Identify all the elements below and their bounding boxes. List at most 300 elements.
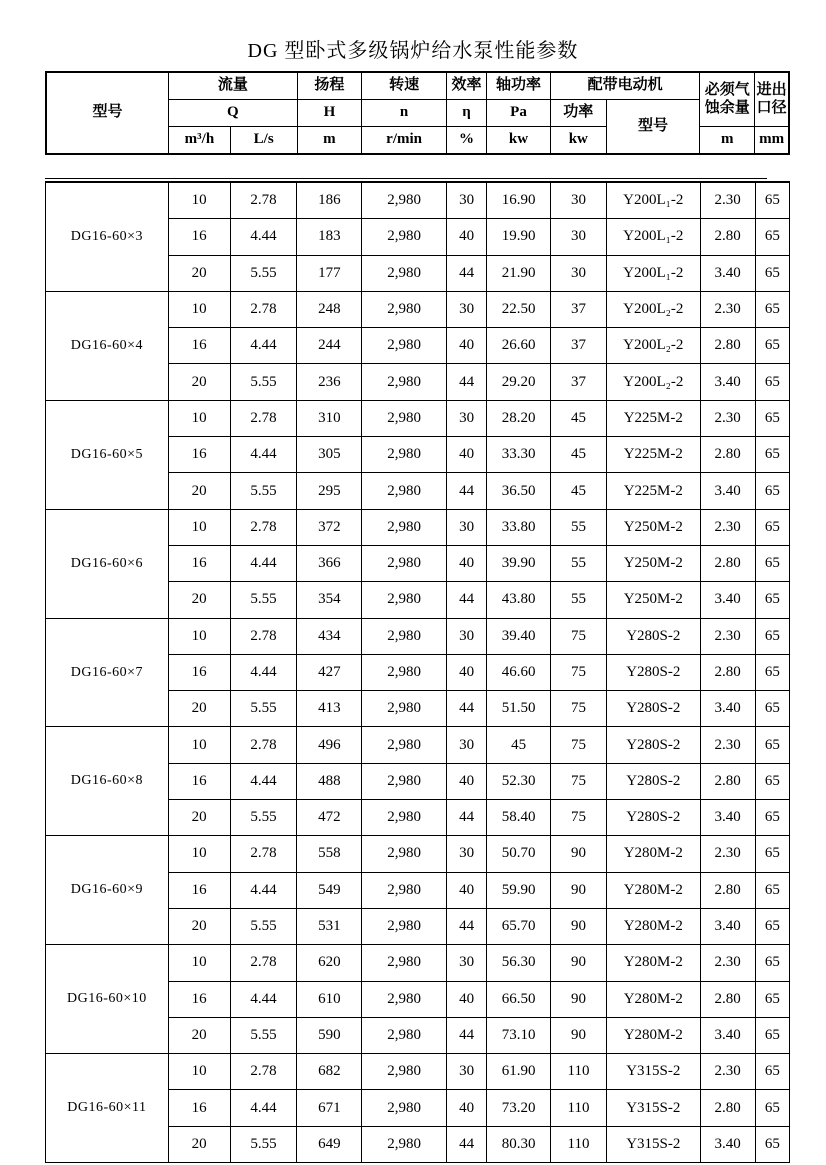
cell-npsh: 2.80	[700, 1090, 755, 1126]
cell-flow-ls: 4.44	[230, 763, 297, 799]
cell-npsh: 3.40	[700, 691, 755, 727]
cell-motor-model: Y280S-2	[606, 691, 700, 727]
header-speed-symbol: n	[362, 100, 447, 127]
cell-flow-m3h: 20	[168, 255, 230, 291]
cell-speed: 2,980	[362, 654, 447, 690]
header-efficiency-symbol: η	[446, 100, 486, 127]
cell-npsh: 3.40	[700, 1126, 755, 1162]
cell-flow-ls: 5.55	[230, 582, 297, 618]
cell-npsh: 2.80	[700, 219, 755, 255]
cell-head: 177	[297, 255, 362, 291]
table-row	[46, 836, 790, 872]
cell-npsh: 2.30	[700, 291, 755, 327]
cell-shaft-power: 73.10	[487, 1017, 551, 1053]
cell-efficiency: 44	[446, 1017, 486, 1053]
cell-shaft-power: 39.90	[487, 545, 551, 581]
cell-flow-m3h: 16	[168, 763, 230, 799]
cell-port: 65	[755, 945, 789, 981]
cell-port: 65	[755, 219, 789, 255]
cell-efficiency: 40	[446, 981, 486, 1017]
cell-motor-power: 55	[551, 545, 607, 581]
cell-flow-ls: 2.78	[230, 291, 297, 327]
table-row	[46, 291, 790, 327]
cell-port: 65	[755, 473, 789, 509]
header-table	[45, 71, 790, 155]
cell-motor-power: 110	[551, 1054, 607, 1090]
cell-head: 472	[297, 800, 362, 836]
cell-head: 488	[297, 763, 362, 799]
header-npsh-line2: 蚀余量	[704, 99, 750, 116]
table-row	[46, 618, 790, 654]
cell-port: 65	[755, 582, 789, 618]
cell-shaft-power: 39.40	[487, 618, 551, 654]
cell-efficiency: 40	[446, 545, 486, 581]
cell-motor-model: Y280M-2	[606, 836, 700, 872]
cell-shaft-power: 52.30	[487, 763, 551, 799]
cell-npsh: 3.40	[700, 582, 755, 618]
cell-motor-model: Y250M-2	[606, 545, 700, 581]
cell-flow-ls: 2.78	[230, 182, 297, 219]
cell-npsh: 3.40	[700, 800, 755, 836]
cell-efficiency: 44	[446, 1126, 486, 1162]
cell-motor-model: Y280M-2	[606, 945, 700, 981]
cell-efficiency: 40	[446, 1090, 486, 1126]
cell-port: 65	[755, 654, 789, 690]
cell-efficiency: 44	[446, 473, 486, 509]
cell-shaft-power: 19.90	[487, 219, 551, 255]
cell-motor-model: Y200L₂-2	[606, 291, 700, 327]
cell-port: 65	[755, 364, 789, 400]
cell-npsh: 2.30	[700, 509, 755, 545]
header-pump-model: 型号	[46, 72, 169, 154]
cell-flow-m3h: 20	[168, 691, 230, 727]
cell-flow-m3h: 10	[168, 836, 230, 872]
header-unit-efficiency: %	[446, 127, 486, 155]
header-row-1	[46, 72, 789, 100]
pump-model-cell: DG16-60×5	[46, 400, 169, 509]
cell-port: 65	[755, 800, 789, 836]
cell-npsh: 2.80	[700, 981, 755, 1017]
cell-head: 620	[297, 945, 362, 981]
cell-shaft-power: 22.50	[487, 291, 551, 327]
cell-efficiency: 44	[446, 800, 486, 836]
cell-flow-ls: 2.78	[230, 1054, 297, 1090]
cell-flow-ls: 4.44	[230, 328, 297, 364]
cell-flow-m3h: 16	[168, 654, 230, 690]
header-port-line2: 口径	[756, 99, 787, 116]
cell-flow-m3h: 20	[168, 473, 230, 509]
cell-head: 310	[297, 400, 362, 436]
cell-motor-power: 37	[551, 328, 607, 364]
cell-shaft-power: 21.90	[487, 255, 551, 291]
cell-efficiency: 30	[446, 945, 486, 981]
pump-model-cell: DG16-60×9	[46, 836, 169, 945]
header-npsh-line1: 必须气	[704, 82, 750, 99]
cell-motor-model: Y315S-2	[606, 1126, 700, 1162]
cell-efficiency: 44	[446, 364, 486, 400]
cell-shaft-power: 46.60	[487, 654, 551, 690]
cell-speed: 2,980	[362, 582, 447, 618]
cell-motor-power: 75	[551, 691, 607, 727]
data-table-top-rule	[45, 178, 767, 179]
header-unit-shaft-power: kw	[487, 127, 551, 155]
cell-motor-model: Y280M-2	[606, 1017, 700, 1053]
cell-head: 372	[297, 509, 362, 545]
cell-shaft-power: 56.30	[487, 945, 551, 981]
cell-flow-m3h: 16	[168, 545, 230, 581]
cell-motor-power: 75	[551, 618, 607, 654]
cell-speed: 2,980	[362, 291, 447, 327]
header-unit-m3h: m³/h	[169, 127, 231, 155]
cell-speed: 2,980	[362, 981, 447, 1017]
cell-motor-power: 75	[551, 800, 607, 836]
cell-shaft-power: 28.20	[487, 400, 551, 436]
cell-flow-ls: 5.55	[230, 1126, 297, 1162]
cell-speed: 2,980	[362, 727, 447, 763]
header-speed: 转速	[362, 72, 447, 100]
pump-model-cell: DG16-60×3	[46, 182, 169, 291]
cell-port: 65	[755, 981, 789, 1017]
cell-speed: 2,980	[362, 182, 447, 219]
cell-speed: 2,980	[362, 219, 447, 255]
cell-flow-ls: 5.55	[230, 473, 297, 509]
cell-port: 65	[755, 437, 789, 473]
cell-npsh: 3.40	[700, 1017, 755, 1053]
table-row	[46, 945, 790, 981]
table-row	[46, 1054, 790, 1090]
cell-flow-m3h: 20	[168, 582, 230, 618]
cell-head: 186	[297, 182, 362, 219]
cell-speed: 2,980	[362, 1054, 447, 1090]
header-unit-ls: L/s	[230, 127, 297, 155]
cell-flow-m3h: 10	[168, 182, 230, 219]
cell-motor-model: Y280S-2	[606, 618, 700, 654]
cell-flow-ls: 2.78	[230, 509, 297, 545]
cell-flow-m3h: 16	[168, 1090, 230, 1126]
cell-motor-model: Y280M-2	[606, 872, 700, 908]
cell-efficiency: 30	[446, 618, 486, 654]
cell-speed: 2,980	[362, 618, 447, 654]
cell-motor-power: 45	[551, 437, 607, 473]
cell-port: 65	[755, 872, 789, 908]
cell-shaft-power: 66.50	[487, 981, 551, 1017]
cell-flow-m3h: 20	[168, 1126, 230, 1162]
pump-model-cell: DG16-60×6	[46, 509, 169, 618]
header-motor-model: 型号	[606, 100, 700, 155]
cell-motor-power: 30	[551, 219, 607, 255]
cell-flow-m3h: 10	[168, 291, 230, 327]
cell-motor-power: 30	[551, 255, 607, 291]
cell-motor-power: 110	[551, 1126, 607, 1162]
cell-motor-power: 90	[551, 908, 607, 944]
pump-model-cell: DG16-60×4	[46, 291, 169, 400]
cell-flow-m3h: 20	[168, 1017, 230, 1053]
header-flow: 流量	[169, 72, 298, 100]
cell-flow-ls: 4.44	[230, 1090, 297, 1126]
cell-flow-ls: 4.44	[230, 981, 297, 1017]
cell-flow-ls: 5.55	[230, 255, 297, 291]
table-row	[46, 182, 790, 219]
cell-flow-m3h: 10	[168, 400, 230, 436]
cell-shaft-power: 16.90	[487, 182, 551, 219]
cell-port: 65	[755, 763, 789, 799]
cell-efficiency: 30	[446, 727, 486, 763]
cell-flow-ls: 2.78	[230, 400, 297, 436]
cell-flow-m3h: 16	[168, 872, 230, 908]
cell-motor-power: 37	[551, 291, 607, 327]
cell-motor-model: Y280S-2	[606, 763, 700, 799]
cell-shaft-power: 26.60	[487, 328, 551, 364]
cell-flow-ls: 2.78	[230, 836, 297, 872]
cell-flow-ls: 5.55	[230, 691, 297, 727]
cell-flow-ls: 2.78	[230, 618, 297, 654]
cell-efficiency: 40	[446, 219, 486, 255]
cell-flow-m3h: 10	[168, 509, 230, 545]
cell-flow-m3h: 10	[168, 727, 230, 763]
cell-npsh: 2.30	[700, 945, 755, 981]
cell-head: 671	[297, 1090, 362, 1126]
cell-shaft-power: 29.20	[487, 364, 551, 400]
cell-shaft-power: 65.70	[487, 908, 551, 944]
header-unit-port: mm	[755, 127, 789, 155]
cell-motor-power: 90	[551, 1017, 607, 1053]
cell-speed: 2,980	[362, 328, 447, 364]
cell-npsh: 2.30	[700, 618, 755, 654]
cell-flow-ls: 4.44	[230, 219, 297, 255]
cell-head: 366	[297, 545, 362, 581]
cell-motor-model: Y200L₂-2	[606, 364, 700, 400]
cell-port: 65	[755, 618, 789, 654]
cell-speed: 2,980	[362, 908, 447, 944]
cell-port: 65	[755, 1054, 789, 1090]
cell-flow-ls: 4.44	[230, 437, 297, 473]
cell-speed: 2,980	[362, 473, 447, 509]
cell-motor-power: 90	[551, 945, 607, 981]
cell-npsh: 3.40	[700, 255, 755, 291]
cell-head: 549	[297, 872, 362, 908]
cell-head: 305	[297, 437, 362, 473]
cell-head: 590	[297, 1017, 362, 1053]
cell-shaft-power: 50.70	[487, 836, 551, 872]
cell-shaft-power: 43.80	[487, 582, 551, 618]
cell-motor-power: 30	[551, 182, 607, 219]
cell-motor-power: 90	[551, 872, 607, 908]
cell-speed: 2,980	[362, 364, 447, 400]
cell-efficiency: 30	[446, 182, 486, 219]
cell-efficiency: 40	[446, 763, 486, 799]
cell-speed: 2,980	[362, 545, 447, 581]
cell-flow-ls: 5.55	[230, 908, 297, 944]
header-head-symbol: H	[297, 100, 362, 127]
cell-port: 65	[755, 691, 789, 727]
cell-shaft-power: 80.30	[487, 1126, 551, 1162]
cell-speed: 2,980	[362, 1090, 447, 1126]
cell-npsh: 2.80	[700, 763, 755, 799]
cell-head: 244	[297, 328, 362, 364]
cell-flow-ls: 5.55	[230, 1017, 297, 1053]
cell-shaft-power: 59.90	[487, 872, 551, 908]
header-unit-speed: r/min	[362, 127, 447, 155]
cell-efficiency: 30	[446, 836, 486, 872]
data-table	[45, 181, 790, 1163]
header-port	[755, 72, 789, 127]
cell-head: 183	[297, 219, 362, 255]
cell-motor-power: 55	[551, 582, 607, 618]
cell-npsh: 2.80	[700, 872, 755, 908]
cell-motor-model: Y225M-2	[606, 473, 700, 509]
cell-speed: 2,980	[362, 437, 447, 473]
table-row	[46, 509, 790, 545]
cell-motor-model: Y280S-2	[606, 727, 700, 763]
header-unit-npsh: m	[700, 127, 755, 155]
cell-efficiency: 44	[446, 255, 486, 291]
cell-speed: 2,980	[362, 836, 447, 872]
header-unit-head: m	[297, 127, 362, 155]
cell-npsh: 3.40	[700, 908, 755, 944]
cell-port: 65	[755, 836, 789, 872]
cell-motor-model: Y280M-2	[606, 908, 700, 944]
cell-speed: 2,980	[362, 255, 447, 291]
cell-speed: 2,980	[362, 1126, 447, 1162]
cell-speed: 2,980	[362, 945, 447, 981]
cell-speed: 2,980	[362, 763, 447, 799]
cell-head: 496	[297, 727, 362, 763]
cell-motor-power: 75	[551, 763, 607, 799]
cell-motor-power: 75	[551, 727, 607, 763]
cell-shaft-power: 51.50	[487, 691, 551, 727]
cell-port: 65	[755, 291, 789, 327]
cell-speed: 2,980	[362, 691, 447, 727]
header-shaft-power-symbol: Pa	[487, 100, 551, 127]
cell-efficiency: 30	[446, 291, 486, 327]
cell-motor-model: Y280S-2	[606, 654, 700, 690]
cell-motor-model: Y315S-2	[606, 1054, 700, 1090]
cell-shaft-power: 61.90	[487, 1054, 551, 1090]
cell-shaft-power: 45	[487, 727, 551, 763]
cell-port: 65	[755, 182, 789, 219]
pump-model-cell: DG16-60×8	[46, 727, 169, 836]
cell-npsh: 3.40	[700, 364, 755, 400]
cell-motor-power: 37	[551, 364, 607, 400]
cell-port: 65	[755, 328, 789, 364]
cell-flow-m3h: 20	[168, 908, 230, 944]
cell-speed: 2,980	[362, 872, 447, 908]
cell-port: 65	[755, 727, 789, 763]
cell-motor-model: Y200L₁-2	[606, 255, 700, 291]
cell-flow-m3h: 10	[168, 618, 230, 654]
cell-efficiency: 44	[446, 691, 486, 727]
header-head: 扬程	[297, 72, 362, 100]
cell-efficiency: 40	[446, 328, 486, 364]
cell-port: 65	[755, 509, 789, 545]
cell-efficiency: 40	[446, 437, 486, 473]
cell-flow-m3h: 10	[168, 945, 230, 981]
cell-npsh: 2.30	[700, 836, 755, 872]
cell-efficiency: 44	[446, 908, 486, 944]
cell-port: 65	[755, 255, 789, 291]
cell-motor-power: 55	[551, 509, 607, 545]
header-unit-motor-power: kw	[550, 127, 606, 155]
cell-flow-ls: 5.55	[230, 800, 297, 836]
table-row	[46, 400, 790, 436]
cell-motor-model: Y250M-2	[606, 582, 700, 618]
header-efficiency: 效率	[446, 72, 486, 100]
cell-motor-power: 75	[551, 654, 607, 690]
cell-flow-ls: 5.55	[230, 364, 297, 400]
cell-flow-m3h: 16	[168, 328, 230, 364]
cell-speed: 2,980	[362, 509, 447, 545]
cell-efficiency: 44	[446, 582, 486, 618]
cell-shaft-power: 33.30	[487, 437, 551, 473]
cell-motor-power: 90	[551, 981, 607, 1017]
cell-flow-m3h: 16	[168, 981, 230, 1017]
cell-motor-model: Y200L₂-2	[606, 328, 700, 364]
header-motor-power: 功率	[550, 100, 606, 127]
cell-port: 65	[755, 545, 789, 581]
cell-npsh: 3.40	[700, 473, 755, 509]
cell-npsh: 2.30	[700, 727, 755, 763]
cell-port: 65	[755, 1017, 789, 1053]
cell-npsh: 2.80	[700, 328, 755, 364]
header-shaft-power: 轴功率	[487, 72, 551, 100]
cell-npsh: 2.80	[700, 545, 755, 581]
cell-flow-m3h: 10	[168, 1054, 230, 1090]
cell-speed: 2,980	[362, 1017, 447, 1053]
cell-npsh: 2.30	[700, 1054, 755, 1090]
cell-motor-model: Y225M-2	[606, 400, 700, 436]
cell-flow-m3h: 16	[168, 437, 230, 473]
cell-head: 248	[297, 291, 362, 327]
cell-motor-model: Y315S-2	[606, 1090, 700, 1126]
pump-model-cell: DG16-60×7	[46, 618, 169, 727]
cell-flow-m3h: 16	[168, 219, 230, 255]
cell-shaft-power: 58.40	[487, 800, 551, 836]
cell-efficiency: 40	[446, 654, 486, 690]
cell-npsh: 2.80	[700, 437, 755, 473]
cell-motor-power: 90	[551, 836, 607, 872]
cell-npsh: 2.30	[700, 400, 755, 436]
cell-shaft-power: 73.20	[487, 1090, 551, 1126]
cell-head: 649	[297, 1126, 362, 1162]
cell-port: 65	[755, 1126, 789, 1162]
cell-motor-model: Y200L₁-2	[606, 182, 700, 219]
cell-npsh: 2.30	[700, 182, 755, 219]
cell-head: 236	[297, 364, 362, 400]
cell-motor-power: 45	[551, 400, 607, 436]
cell-port: 65	[755, 400, 789, 436]
cell-head: 558	[297, 836, 362, 872]
header-flow-symbol: Q	[169, 100, 298, 127]
cell-head: 427	[297, 654, 362, 690]
cell-shaft-power: 36.50	[487, 473, 551, 509]
pump-model-cell: DG16-60×10	[46, 945, 169, 1054]
cell-flow-m3h: 20	[168, 800, 230, 836]
cell-flow-ls: 4.44	[230, 654, 297, 690]
cell-flow-m3h: 20	[168, 364, 230, 400]
cell-port: 65	[755, 1090, 789, 1126]
data-table-body	[46, 182, 790, 1163]
header-npsh	[700, 72, 755, 127]
cell-head: 610	[297, 981, 362, 1017]
page-title: DG 型卧式多级锅炉给水泵性能参数	[247, 40, 579, 62]
cell-efficiency: 30	[446, 400, 486, 436]
cell-head: 682	[297, 1054, 362, 1090]
cell-motor-power: 45	[551, 473, 607, 509]
header-port-line1: 进出	[756, 82, 787, 99]
cell-flow-ls: 4.44	[230, 545, 297, 581]
cell-motor-model: Y225M-2	[606, 437, 700, 473]
cell-head: 531	[297, 908, 362, 944]
